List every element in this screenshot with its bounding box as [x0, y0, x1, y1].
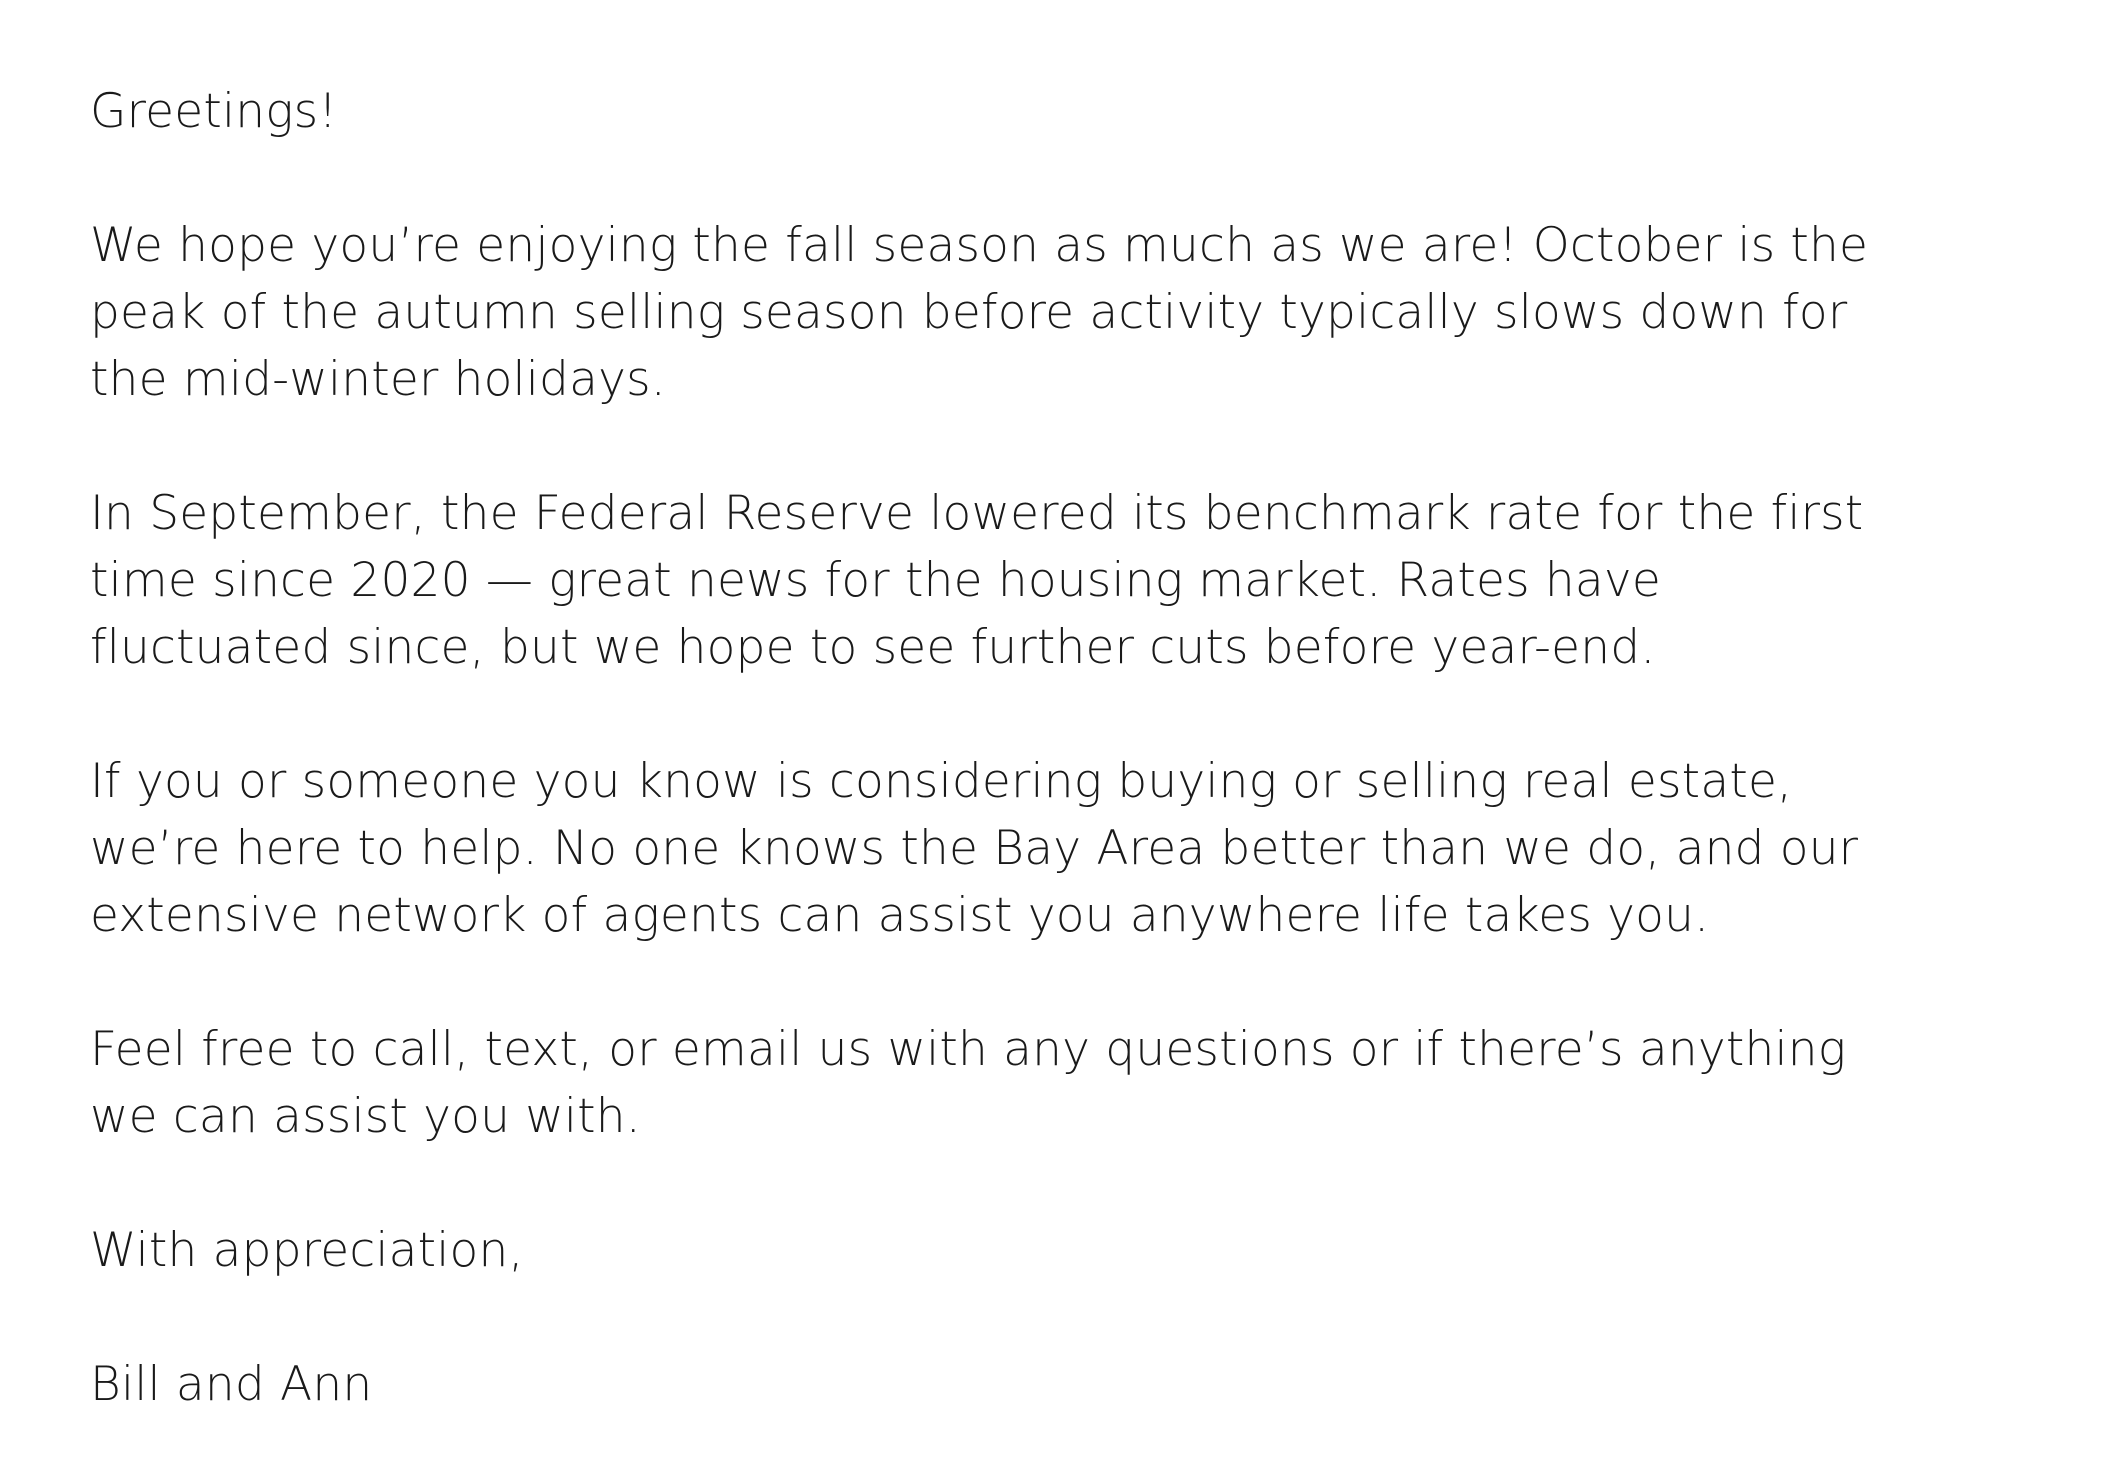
paragraph-real-estate-help	[90, 748, 2080, 949]
paragraph-line: If you or someone you know is considering buying or selling real estate,	[90, 754, 1793, 809]
paragraph-line: fluctuated since, but we hope to see further cuts before year-end.	[90, 620, 1656, 675]
paragraph-fall-season	[90, 212, 2080, 413]
closing: With appreciation,	[90, 1223, 524, 1278]
letter-body	[90, 78, 2080, 1418]
paragraph-line: we’re here to help. No one knows the Bay Area better than we do, and our	[90, 821, 1859, 876]
paragraph-line: Feel free to call, text, or email us with any questions or if there’s anything	[90, 1022, 1847, 1077]
paragraph-line: time since 2020 — great news for the housing market. Rates have	[90, 553, 1662, 608]
greeting: Greetings!	[90, 84, 338, 139]
paragraph-line: peak of the autumn selling season before activity typically slows down for	[90, 285, 1848, 340]
paragraph-line: the mid-winter holidays.	[90, 352, 666, 407]
paragraph-line: We hope you’re enjoying the fall season as much as we are! October is the	[90, 218, 1869, 273]
paragraph-line: extensive network of agents can assist you anywhere life takes you.	[90, 888, 1710, 943]
paragraph-line: In September, the Federal Reserve lowered its benchmark rate for the first	[90, 486, 1864, 541]
signature: Bill and Ann	[90, 1357, 373, 1412]
paragraph-contact	[90, 1016, 2080, 1150]
paragraph-federal-reserve	[90, 480, 2080, 681]
paragraph-line: we can assist you with.	[90, 1089, 641, 1144]
